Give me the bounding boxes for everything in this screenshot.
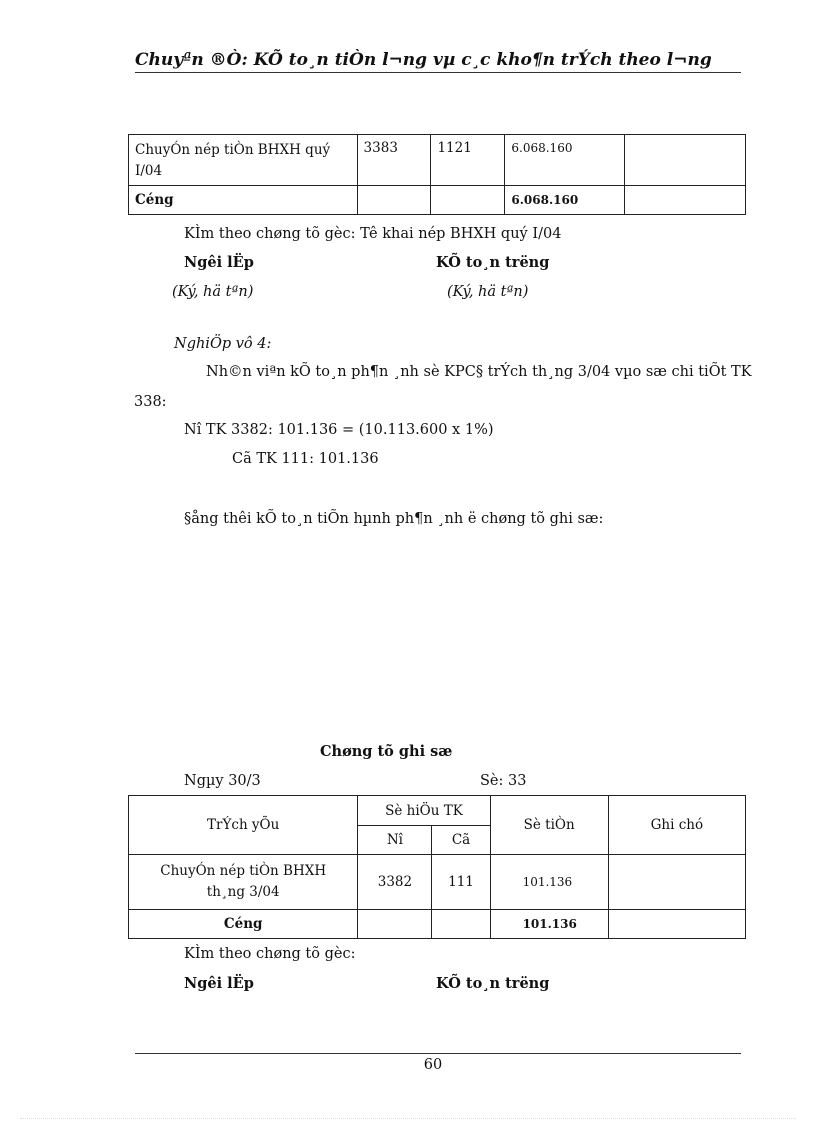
table-row: [129, 135, 746, 186]
chief-accountant-signature: (Ký, hä tªn): [447, 284, 529, 300]
page-header-title: Chuyªn ®Ò: KÕ to¸n tiÒn l¬ng vµ c¸c kho¶n trÝch theo l¬ng: [135, 50, 712, 70]
entry-amount: 6.068.160: [505, 135, 625, 186]
credit-entry: Cã TK 111: 101.136: [232, 451, 379, 467]
voucher-attached-documents: KÌm theo chøng tõ gèc:: [184, 946, 356, 962]
col-account-header: Sè hiÖu TK: [358, 796, 490, 826]
voucher-number: Sè: 33: [480, 773, 527, 789]
prepared-by-signature: (Ký, hä tªn): [172, 284, 254, 300]
col-summary-header: TrÝch yÕu: [129, 796, 358, 855]
col-amount-header: Sè tiÒn: [490, 796, 608, 855]
entry-description: ChuyÓn nép tiÒn BHXH th¸ng 3/04: [129, 855, 358, 910]
prepared-by-label: Ngêi lËp: [184, 254, 254, 271]
col-debit-header: Nî: [358, 826, 432, 855]
operation-text-line2: 338:: [134, 394, 167, 410]
table-row: [129, 855, 746, 910]
entry-amount: 101.136: [490, 855, 608, 910]
col-note-header: Ghi chó: [608, 796, 745, 855]
chief-accountant-label: KÕ to¸n trëng: [436, 254, 550, 271]
attached-documents: KÌm theo chøng tõ gèc: Tê khai nép BHXH quý I/04: [184, 226, 562, 242]
header-rule: [135, 72, 741, 73]
table-total-row: [129, 910, 746, 939]
total-amount: 6.068.160: [505, 186, 625, 215]
page-number: 60: [423, 1057, 443, 1073]
col-credit-header: Cã: [432, 826, 490, 855]
table-header-row: [129, 796, 746, 826]
operation-text-line1: Nh©n viªn kÕ to¸n ph¶n ¸nh sè KPC§ trÝch th¸ng 3/04 vµo sæ chi tiÕt TK: [206, 364, 752, 380]
entry-note: [608, 855, 745, 910]
operation-heading: NghiÖp vô 4:: [174, 336, 272, 352]
voucher-prepared-by-label: Ngêi lËp: [184, 975, 254, 992]
journal-table-continued: [128, 134, 746, 215]
voucher-chief-accountant-label: KÕ to¸n trëng: [436, 975, 550, 992]
total-amount: 101.136: [490, 910, 608, 939]
voucher-date: Ngµy 30/3: [184, 773, 261, 789]
voucher-table: [128, 795, 746, 939]
entry-note: [625, 135, 746, 186]
entry-description: ChuyÓn nép tiÒn BHXH quý I/04: [129, 135, 358, 186]
debit-account: 3382: [358, 855, 432, 910]
footer-rule: [135, 1053, 741, 1054]
credit-account: 111: [432, 855, 490, 910]
debit-account: 3383: [357, 135, 431, 186]
concurrent-note: §ång thêi kÕ to¸n tiÕn hµnh ph¶n ¸nh ë chøng tõ ghi sæ:: [184, 511, 604, 527]
voucher-title: Chøng tõ ghi sæ: [320, 743, 453, 760]
credit-account: 1121: [431, 135, 505, 186]
debit-entry: Nî TK 3382: 101.136 = (10.113.600 x 1%): [184, 422, 494, 438]
total-label: Céng: [129, 186, 358, 215]
table-total-row: [129, 186, 746, 215]
page-edge-divider: [20, 1118, 796, 1119]
total-label: Céng: [129, 910, 358, 939]
